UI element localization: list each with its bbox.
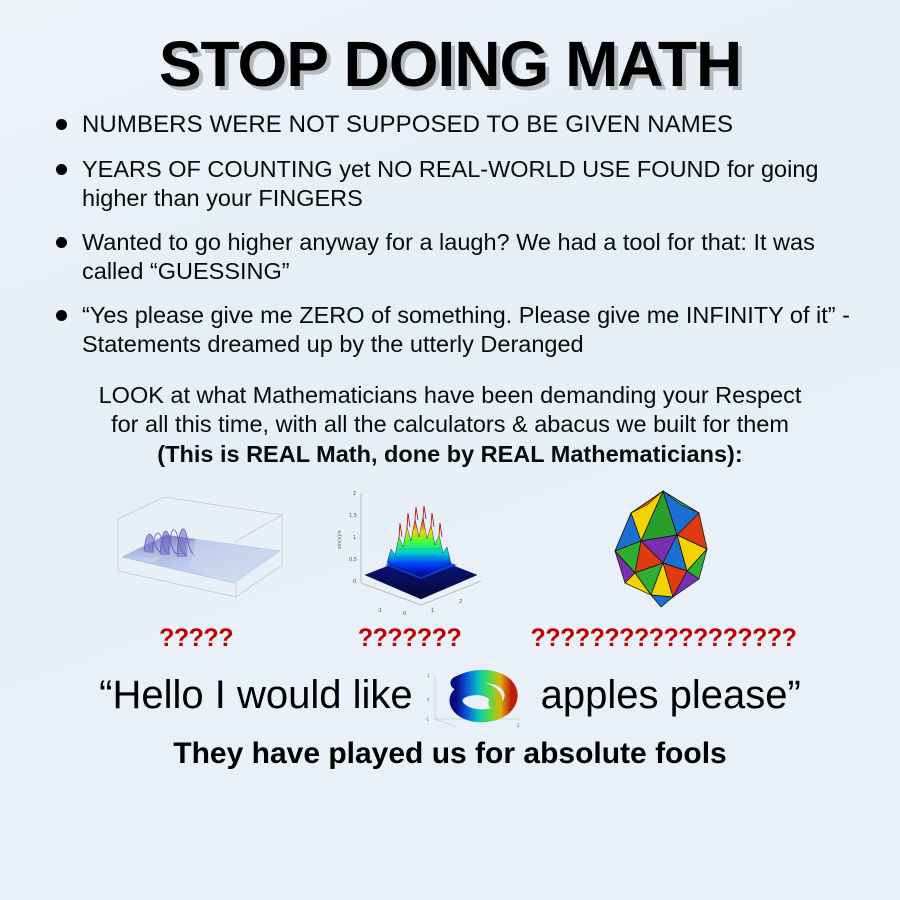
svg-text:2: 2 xyxy=(458,599,462,606)
mobius-strip-plot-svg xyxy=(417,657,537,733)
figure-1 xyxy=(104,479,289,651)
svg-text:1: 1 xyxy=(352,535,356,542)
svg-text:0.5: 0.5 xyxy=(348,557,357,564)
finale-row xyxy=(22,657,878,733)
mobius-strip-plot xyxy=(417,657,537,733)
svg-text:2: 2 xyxy=(352,491,356,498)
finale-open-text: “Hello I would like xyxy=(99,673,413,718)
paragraph-line-2: for all this time, with all the calculators & abacus we built for them xyxy=(111,411,789,438)
surface-plot-waves xyxy=(104,479,289,624)
svg-text:0: 0 xyxy=(402,611,406,618)
svg-text:-1: -1 xyxy=(376,608,382,615)
figure-1-caption: ????? xyxy=(159,624,233,653)
figure-2-ylabel: sin(x)/x xyxy=(336,530,343,550)
finale-close-text: apples please” xyxy=(540,673,801,718)
figure-3-caption: ?????????????????? xyxy=(530,624,797,653)
paragraph-line-1: LOOK at what Mathematicians have been demanding your Respect xyxy=(98,381,802,408)
surface-plot-waves-svg xyxy=(104,479,289,619)
polyhedron-plot xyxy=(581,479,746,624)
closing-text: They have played us for absolute fools xyxy=(173,737,727,771)
figure-2-caption: ??????? xyxy=(357,624,462,653)
list-item: “Yes please give me ZERO of something. Please give me INFINITY of it” - Statements dreamed up by the utterly Deranged xyxy=(54,301,872,359)
svg-text:0: 0 xyxy=(426,697,430,703)
body-paragraph xyxy=(32,381,868,470)
paragraph-line-3: (This is REAL Math, done by REAL Mathematicians): xyxy=(157,440,743,467)
polyhedron-plot-svg xyxy=(581,479,746,619)
list-item: NUMBERS WERE NOT SUPPOSED TO BE GIVEN NAMES xyxy=(54,110,872,140)
list-item: Wanted to go higher anyway for a laugh? We had a tool for that: It was called “GUESSING” xyxy=(54,228,872,286)
svg-text:1.5: 1.5 xyxy=(348,513,357,520)
figure-row xyxy=(22,479,878,651)
svg-text:1: 1 xyxy=(426,673,430,679)
svg-text:0: 0 xyxy=(352,579,356,586)
figure-2 xyxy=(325,479,495,651)
svg-text:2: 2 xyxy=(516,723,520,729)
svg-text:1: 1 xyxy=(430,608,434,615)
page-title: STOP DOING MATH xyxy=(158,28,742,100)
svg-text:-1: -1 xyxy=(424,717,429,723)
figure-3 xyxy=(531,479,797,651)
surface-plot-spiky xyxy=(325,479,495,624)
surface-plot-spiky-svg xyxy=(325,479,495,619)
bullet-list xyxy=(54,110,872,375)
list-item: YEARS OF COUNTING yet NO REAL-WORLD USE FOUND for going higher than your FINGERS xyxy=(54,155,872,213)
